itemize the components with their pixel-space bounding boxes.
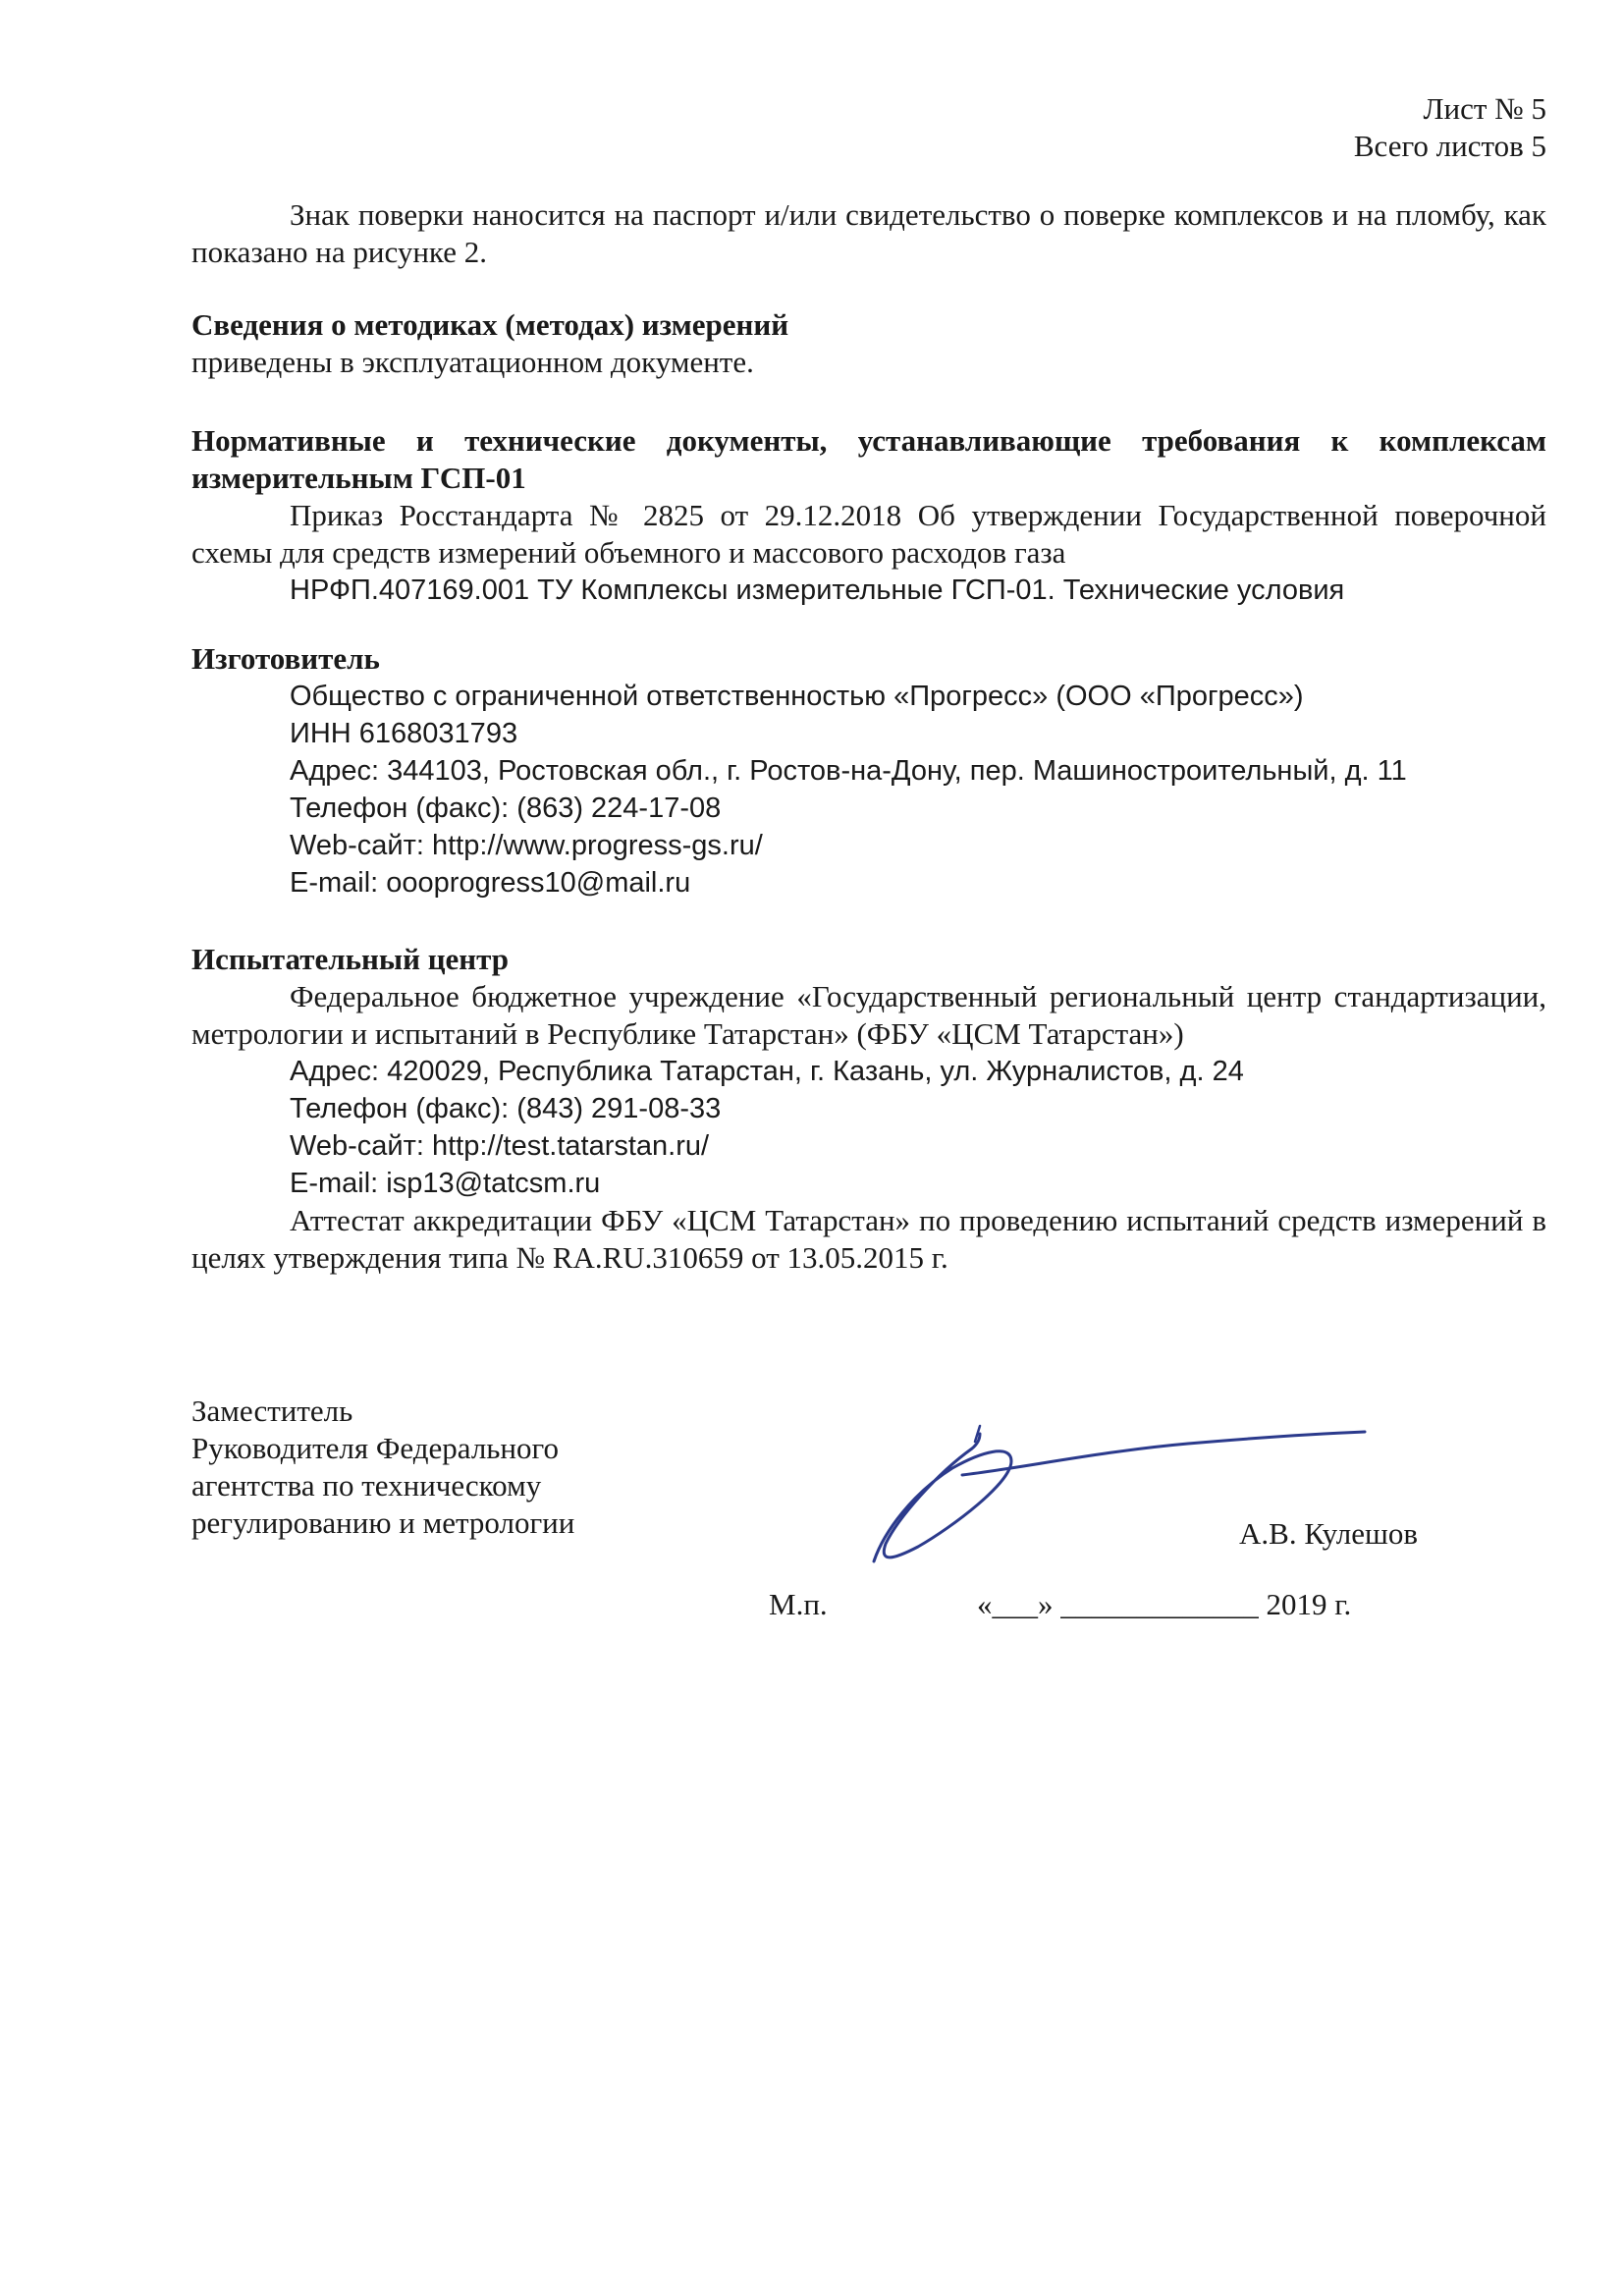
test-center-email: E-mail: isp13@tatcsm.ru: [290, 1168, 601, 1199]
manufacturer-inn: ИНН 6168031793: [290, 718, 518, 749]
total-sheets: Всего листов 5: [1353, 129, 1546, 163]
test-center-name: Федеральное бюджетное учреждение «Государственный региональный центр стандартизации, метрологии и испытаний в Республике Татарстан» (ФБУ «ЦСМ Татарстан»): [191, 979, 1546, 1051]
test-center-address: Адрес: 420029, Республика Татарстан, г. Казань, ул. Журналистов, д. 24: [290, 1056, 1244, 1087]
date-line: «___» _____________ 2019 г.: [977, 1587, 1352, 1621]
manufacturer-heading: Изготовитель: [191, 641, 380, 676]
test-center-phone: Телефон (факс): (843) 291-08-33: [290, 1093, 722, 1124]
signatory-title-line: Заместитель: [191, 1394, 353, 1428]
manufacturer-section: [191, 640, 1546, 902]
manufacturer-name: Общество с ограниченной ответственностью «Прогресс» (ООО «Прогресс»): [290, 681, 1304, 712]
normative-tu: НРФП.407169.001 ТУ Комплексы измерительные ГСП-01. Технические условия: [290, 574, 1345, 606]
methods-heading: Сведения о методиках (методах) измерений: [191, 307, 789, 342]
manufacturer-website: Web-сайт: http://www.progress-gs.ru/: [290, 830, 763, 861]
signatory-title: [191, 1393, 574, 1542]
stamp-placeholder: М.п.: [769, 1587, 828, 1621]
test-center-section: [191, 941, 1546, 1277]
normative-docs-section: [191, 422, 1546, 609]
sheet-info: [1354, 90, 1546, 165]
methods-section: [191, 306, 1546, 381]
signatory-title-line: регулированию и метрологии: [191, 1505, 575, 1540]
signatory-title-line: Руководителя Федерального: [191, 1431, 559, 1465]
test-center-accreditation: Аттестат аккредитации ФБУ «ЦСМ Татарстан» по проведению испытаний средств измерений в целях утверждения типа № RA.RU.310659 от 13.05.2015 г.: [191, 1203, 1546, 1275]
signatory-title-line: агентства по техническому: [191, 1468, 542, 1503]
manufacturer-address: Адрес: 344103, Ростовская обл., г. Ростов-на-Дону, пер. Машиностроительный, д. 11: [290, 755, 1407, 787]
verification-mark-paragraph: Знак поверки наносится на паспорт и/или свидетельство о поверке комплексов и на пломбу, как показано на рисунке 2.: [191, 197, 1546, 269]
test-center-heading: Испытательный центр: [191, 942, 510, 976]
test-center-website: Web-сайт: http://test.tatarstan.ru/: [290, 1130, 710, 1162]
sheet-number: Лист № 5: [1423, 91, 1546, 126]
manufacturer-phone: Телефон (факс): (863) 224-17-08: [290, 793, 722, 824]
manufacturer-email: E-mail: oooprogress10@mail.ru: [290, 867, 691, 899]
signer-name: А.В. Кулешов: [1239, 1516, 1419, 1551]
methods-text: приведены в эксплуатационном документе.: [191, 345, 754, 379]
normative-order: Приказ Росстандарта № 2825 от 29.12.2018 Об утверждении Государственной поверочной схемы для средств измерений объемного и массового расходов газа: [191, 498, 1546, 570]
normative-docs-heading: Нормативные и технические документы, устанавливающие требования к комплексам измерительным ГСП-01: [191, 423, 1546, 495]
